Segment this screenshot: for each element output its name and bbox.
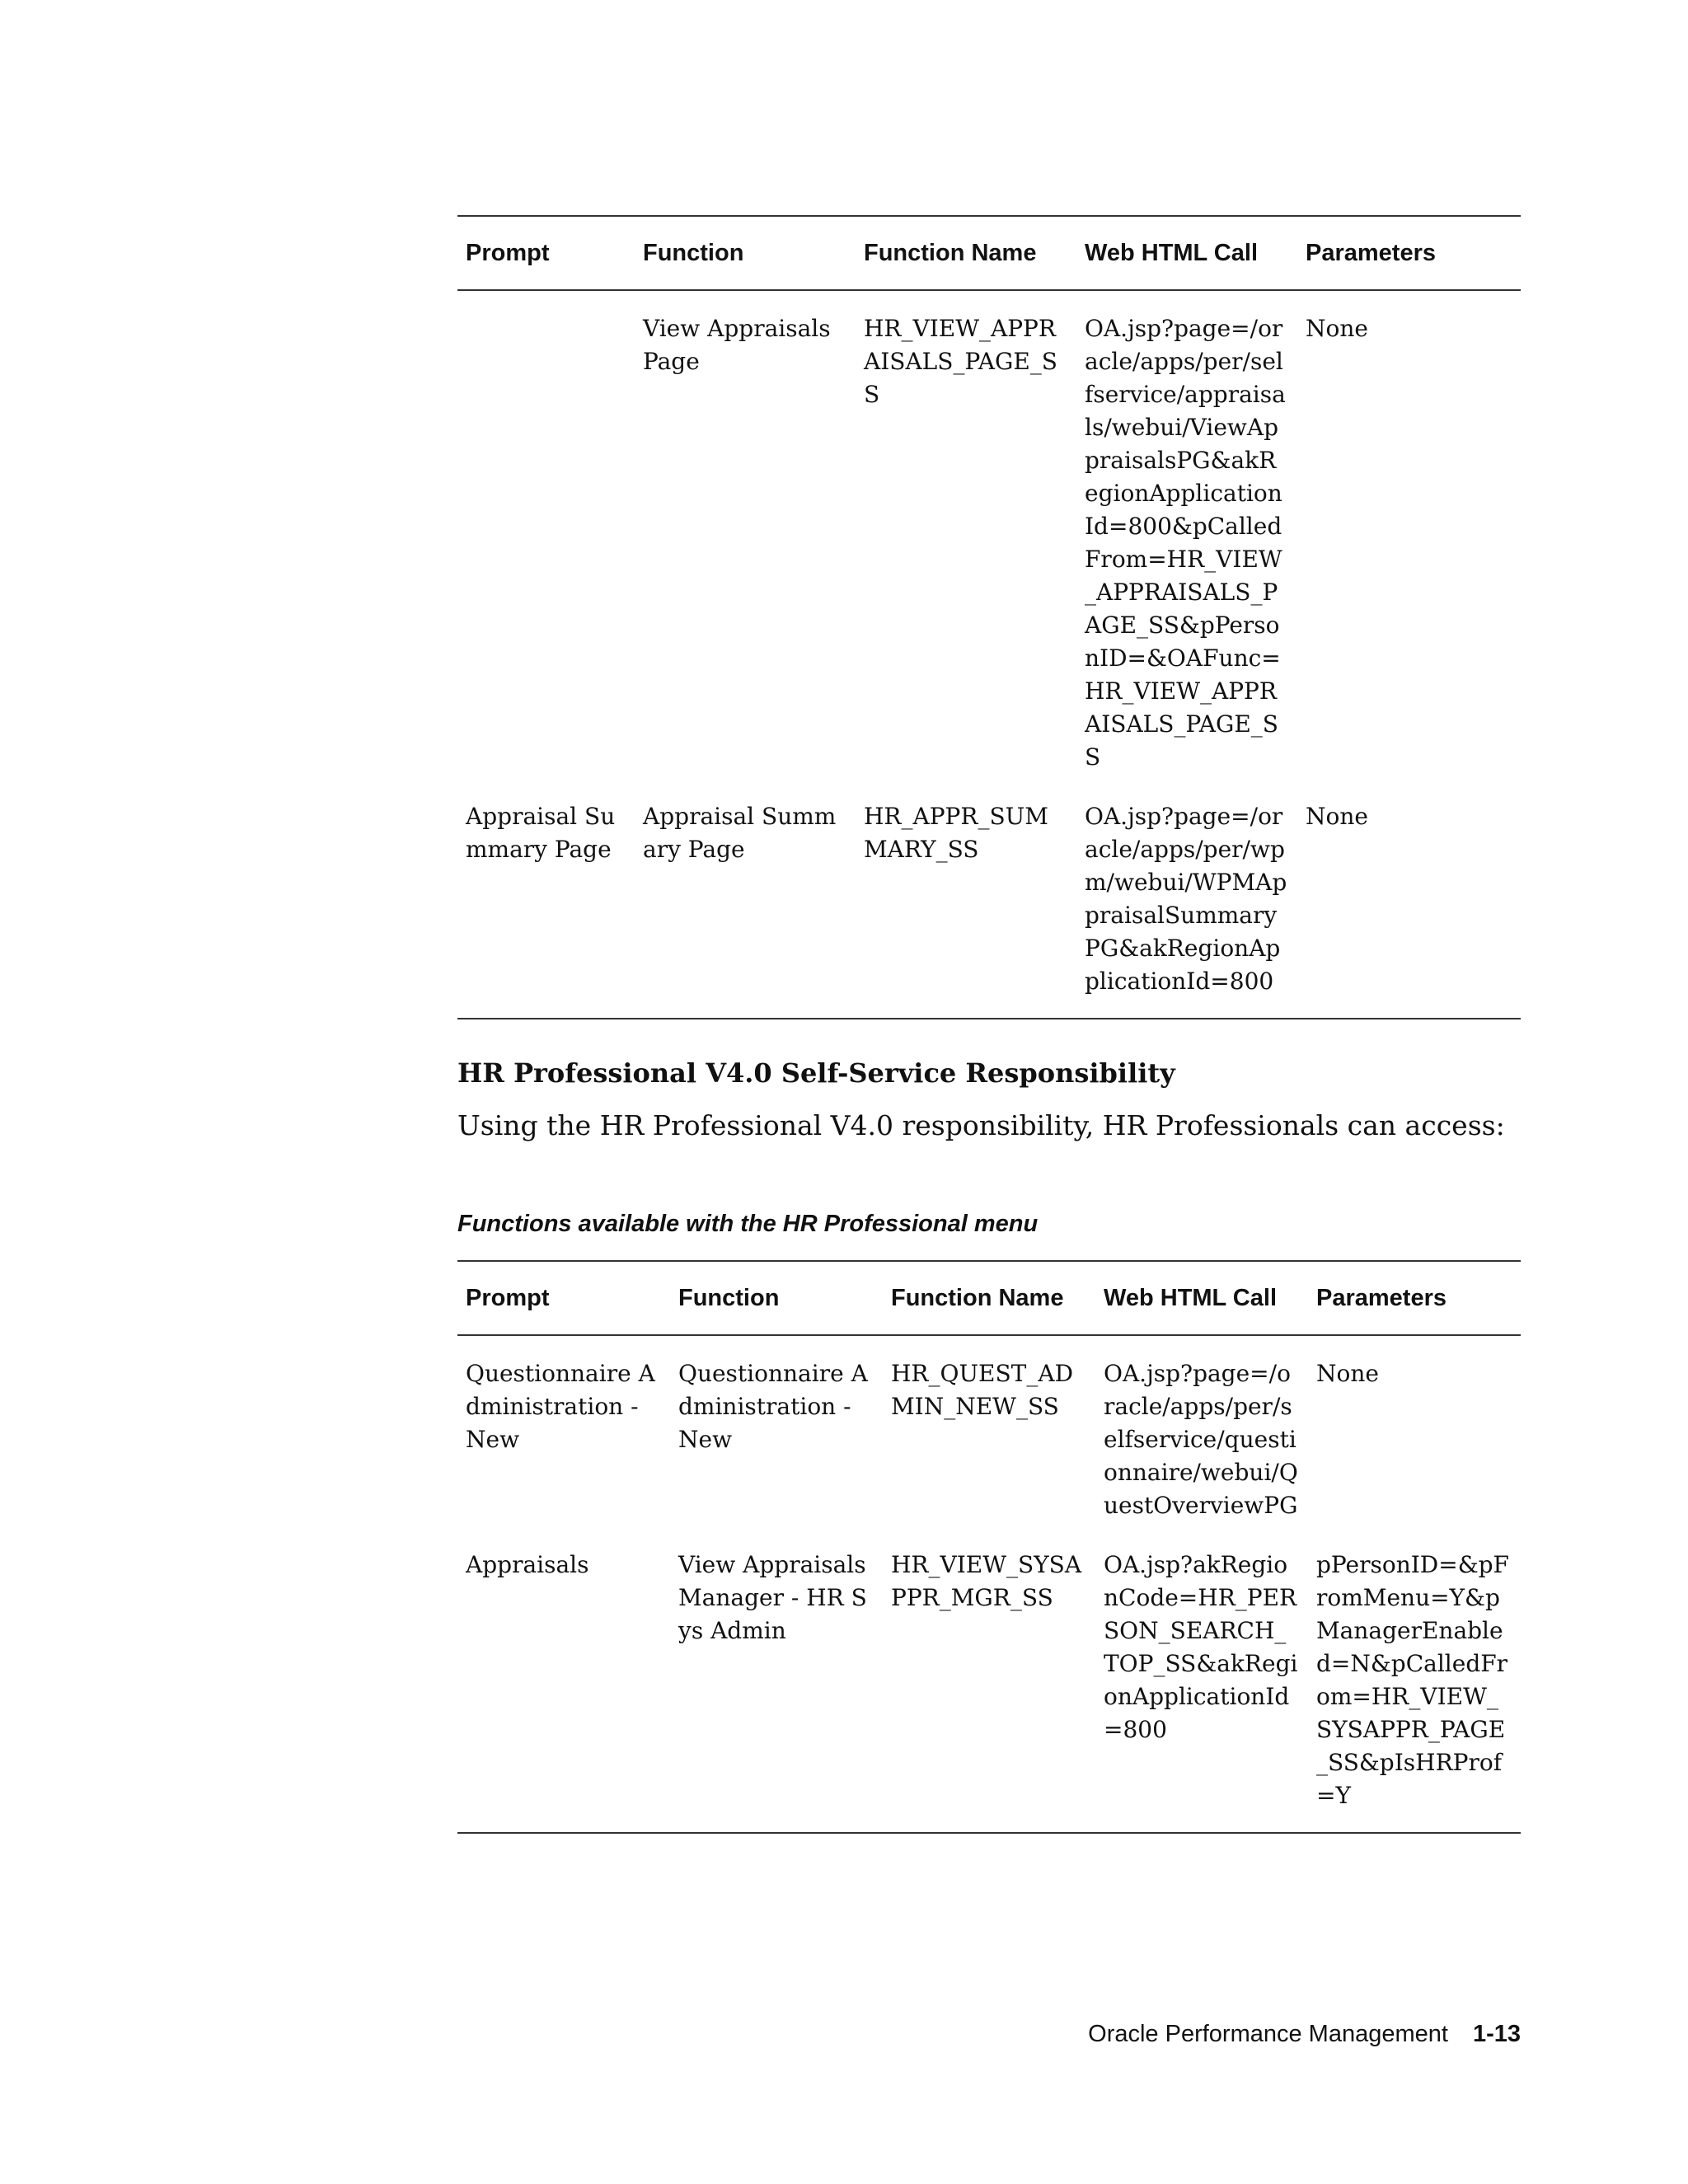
cell-function: Appraisal Summary Page — [643, 803, 837, 863]
table-header-row — [457, 1261, 1521, 1335]
cell-function-name: HR_VIEW_APPRAISALS_PAGE_SS — [864, 315, 1057, 408]
header-function-name: Function Name — [891, 1284, 1064, 1311]
cell-prompt: Appraisal Summary Page — [466, 803, 616, 863]
header-function: Function — [678, 1284, 780, 1311]
section-heading: HR Professional V4.0 Self-Service Responsibility — [457, 1057, 1175, 1089]
cell-function-name: HR_APPR_SUMMARY_SS — [864, 803, 1048, 863]
cell-parameters: None — [1316, 1360, 1379, 1387]
cell-prompt — [457, 290, 635, 800]
cell-web-html-call: OA.jsp?page=/oracle/apps/per/wpm/webui/WPMAppraisalSummaryPG&akRegionApplicationId=800 — [1085, 803, 1287, 995]
functions-table-1 — [457, 215, 1521, 1019]
header-parameters: Parameters — [1306, 239, 1436, 266]
header-web-html-call: Web HTML Call — [1104, 1284, 1277, 1311]
table-row — [457, 800, 1521, 1019]
table-header-row — [457, 216, 1521, 290]
cell-function: View Appraisals Page — [643, 315, 831, 375]
functions-table-2 — [457, 1260, 1521, 1834]
footer-title: Oracle Performance Management — [1088, 2021, 1448, 2047]
cell-web-html-call: OA.jsp?akRegionCode=HR_PERSON_SEARCH_TOP_SS&akRegionApplicationId=800 — [1104, 1551, 1298, 1743]
cell-web-html-call: OA.jsp?page=/oracle/apps/per/selfservice/questionnaire/webui/QuestOverviewPG — [1104, 1360, 1298, 1519]
cell-function-name: HR_VIEW_SYSAPPR_MGR_SS — [891, 1551, 1082, 1611]
cell-function-name: HR_QUEST_ADMIN_NEW_SS — [891, 1360, 1074, 1420]
table-row — [457, 290, 1521, 800]
cell-parameters: pPersonID=&pFromMenu=Y&pManagerEnabled=N&pCalledFrom=HR_VIEW_SYSAPPR_PAGE_SS&pIsHRProf=Y — [1316, 1551, 1509, 1809]
header-prompt: Prompt — [466, 239, 550, 266]
page-footer — [1088, 2021, 1521, 2048]
header-prompt: Prompt — [466, 1284, 550, 1311]
table-caption: Functions available with the HR Professional menu — [457, 1211, 1039, 1237]
cell-parameters: None — [1306, 803, 1368, 830]
header-function: Function — [643, 239, 744, 266]
cell-prompt: Questionnaire Administration - New — [466, 1360, 655, 1453]
cell-prompt: Appraisals — [466, 1551, 589, 1578]
cell-function: Questionnaire Administration - New — [678, 1360, 868, 1453]
section-intro: Using the HR Professional V4.0 responsibility, HR Professionals can access: — [457, 1109, 1505, 1141]
table-row — [457, 1335, 1521, 1549]
header-function-name: Function Name — [864, 239, 1037, 266]
header-parameters: Parameters — [1316, 1284, 1447, 1311]
cell-web-html-call: OA.jsp?page=/oracle/apps/per/selfservice/appraisals/webui/ViewAppraisalsPG&akRegionApplicationId=800&pCalledFrom=HR_VIEW_APPRAISALS_PAGE_SS&pPersonID=&OAFunc=HR_VIEW_APPRAISALS_PAGE_SS — [1085, 315, 1286, 771]
header-web-html-call: Web HTML Call — [1085, 239, 1258, 266]
cell-function: View Appraisals Manager - HR Sys Admin — [678, 1551, 867, 1644]
page-number: 1-13 — [1472, 2021, 1521, 2047]
cell-parameters: None — [1306, 315, 1368, 342]
table-row — [457, 1549, 1521, 1833]
